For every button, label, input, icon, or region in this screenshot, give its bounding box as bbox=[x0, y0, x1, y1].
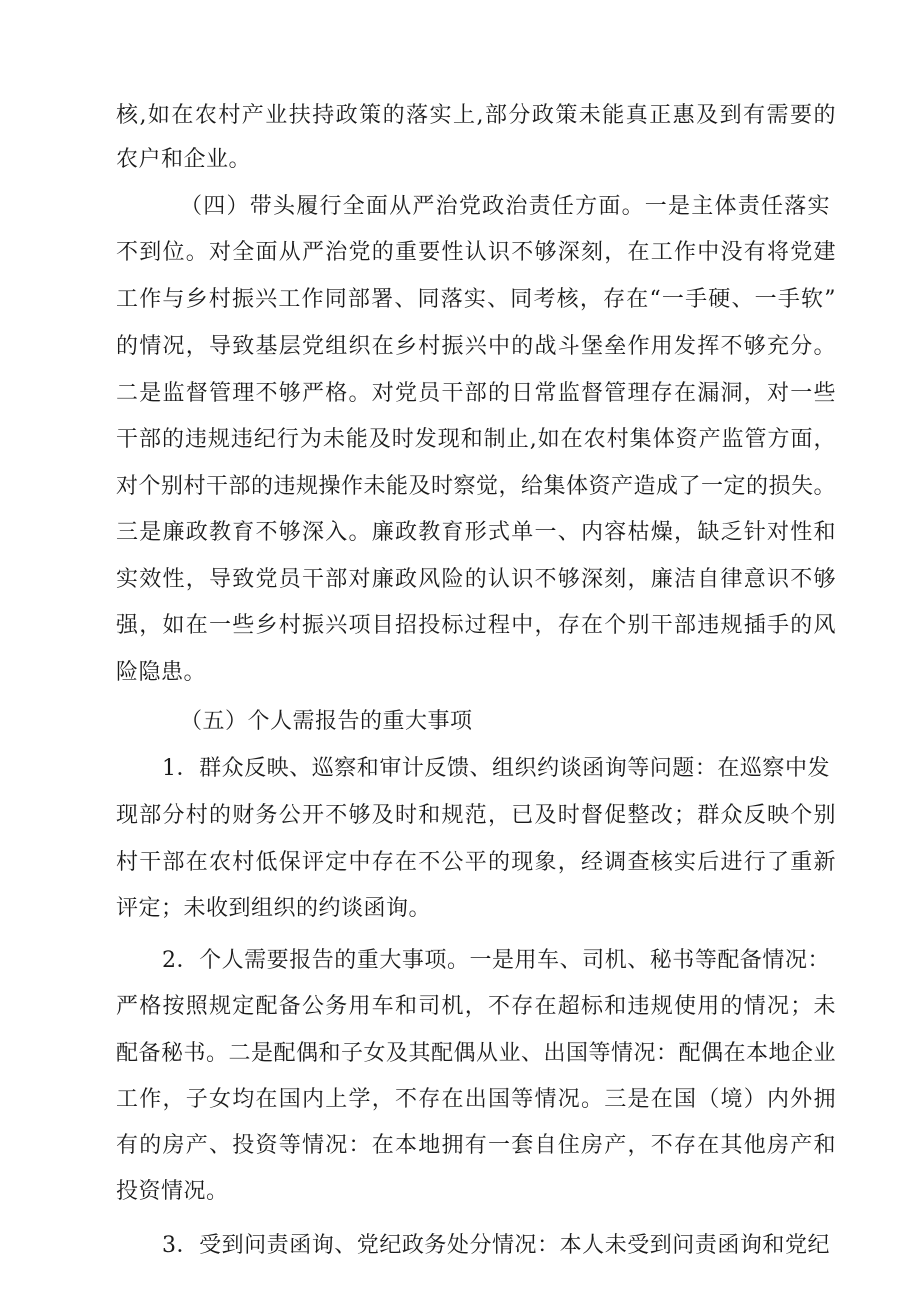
paragraph-line: 工作与乡村振兴工作同部署、同落实、同考核，存在“一手硬、一手软” bbox=[116, 287, 836, 312]
paragraph-line: 不到位。对全面从严治党的重要性认识不够深刻，在工作中没有将党建 bbox=[116, 240, 836, 265]
paragraph-line: 评定；未收到组织的约谈函询。 bbox=[116, 896, 432, 921]
item-2-heading: 2．个人需要报告的重大事项。一是用车、司机、秘书等配备情况： bbox=[162, 948, 830, 973]
paragraph-line: 干部的违规违纪行为未能及时发现和制止,如在农村集体资产监管方面， bbox=[116, 427, 836, 452]
paragraph-line: 核,如在农村产业扶持政策的落实上,部分政策未能真正惠及到有需要的 bbox=[116, 103, 836, 128]
paragraph-line: 配备秘书。二是配偶和子女及其配偶从业、出国等情况：配偶在本地企业 bbox=[116, 1041, 837, 1066]
paragraph-line: 工作，子女均在国内上学，不存在出国等情况。三是在国（境）内外拥 bbox=[116, 1087, 836, 1112]
paragraph-line: 严格按照规定配备公务用车和司机，不存在超标和违规使用的情况；未 bbox=[116, 994, 836, 1019]
paragraph-line: 险隐患。 bbox=[116, 660, 207, 685]
item-1-heading: 1．群众反映、巡察和审计反馈、组织约谈函询等问题：在巡察中发 bbox=[162, 756, 830, 781]
paragraph-line: 有的房产、投资等情况：在本地拥有一套自住房产，不存在其他房产和 bbox=[116, 1133, 836, 1158]
paragraph-line: 的情况，导致基层党组织在乡村振兴中的战斗堡垒作用发挥不够充分。 bbox=[116, 334, 836, 359]
paragraph-line: 强，如在一些乡村振兴项目招投标过程中，存在个别干部违规插手的风 bbox=[116, 613, 836, 638]
paragraph-line: 三是廉政教育不够深入。廉政教育形式单一、内容枯燥，缺乏针对性和 bbox=[116, 520, 836, 545]
paragraph-line: 村干部在农村低保评定中存在不公平的现象，经调查核实后进行了重新 bbox=[116, 850, 836, 875]
section-heading-4: （四）带头履行全面从严治党政治责任方面。一是主体责任落实 bbox=[180, 194, 830, 219]
paragraph-line: 现部分村的财务公开不够及时和规范，已及时督促整改；群众反映个别 bbox=[116, 803, 836, 828]
paragraph-line: 农户和企业。 bbox=[116, 147, 252, 172]
paragraph-line: 对个别村干部的违规操作未能及时察觉，给集体资产造成了一定的损失。 bbox=[116, 474, 837, 499]
paragraph-line: 投资情况。 bbox=[116, 1179, 229, 1204]
section-heading-5: （五）个人需报告的重大事项 bbox=[180, 709, 473, 734]
paragraph-line: 实效性，导致党员干部对廉政风险的认识不够深刻，廉洁自律意识不够 bbox=[116, 567, 836, 592]
paragraph-line: 二是监督管理不够严格。对党员干部的日常监督管理存在漏洞，对一些 bbox=[116, 381, 836, 406]
item-3-heading: 3．受到问责函询、党纪政务处分情况：本人未受到问责函询和党纪 bbox=[162, 1233, 830, 1258]
